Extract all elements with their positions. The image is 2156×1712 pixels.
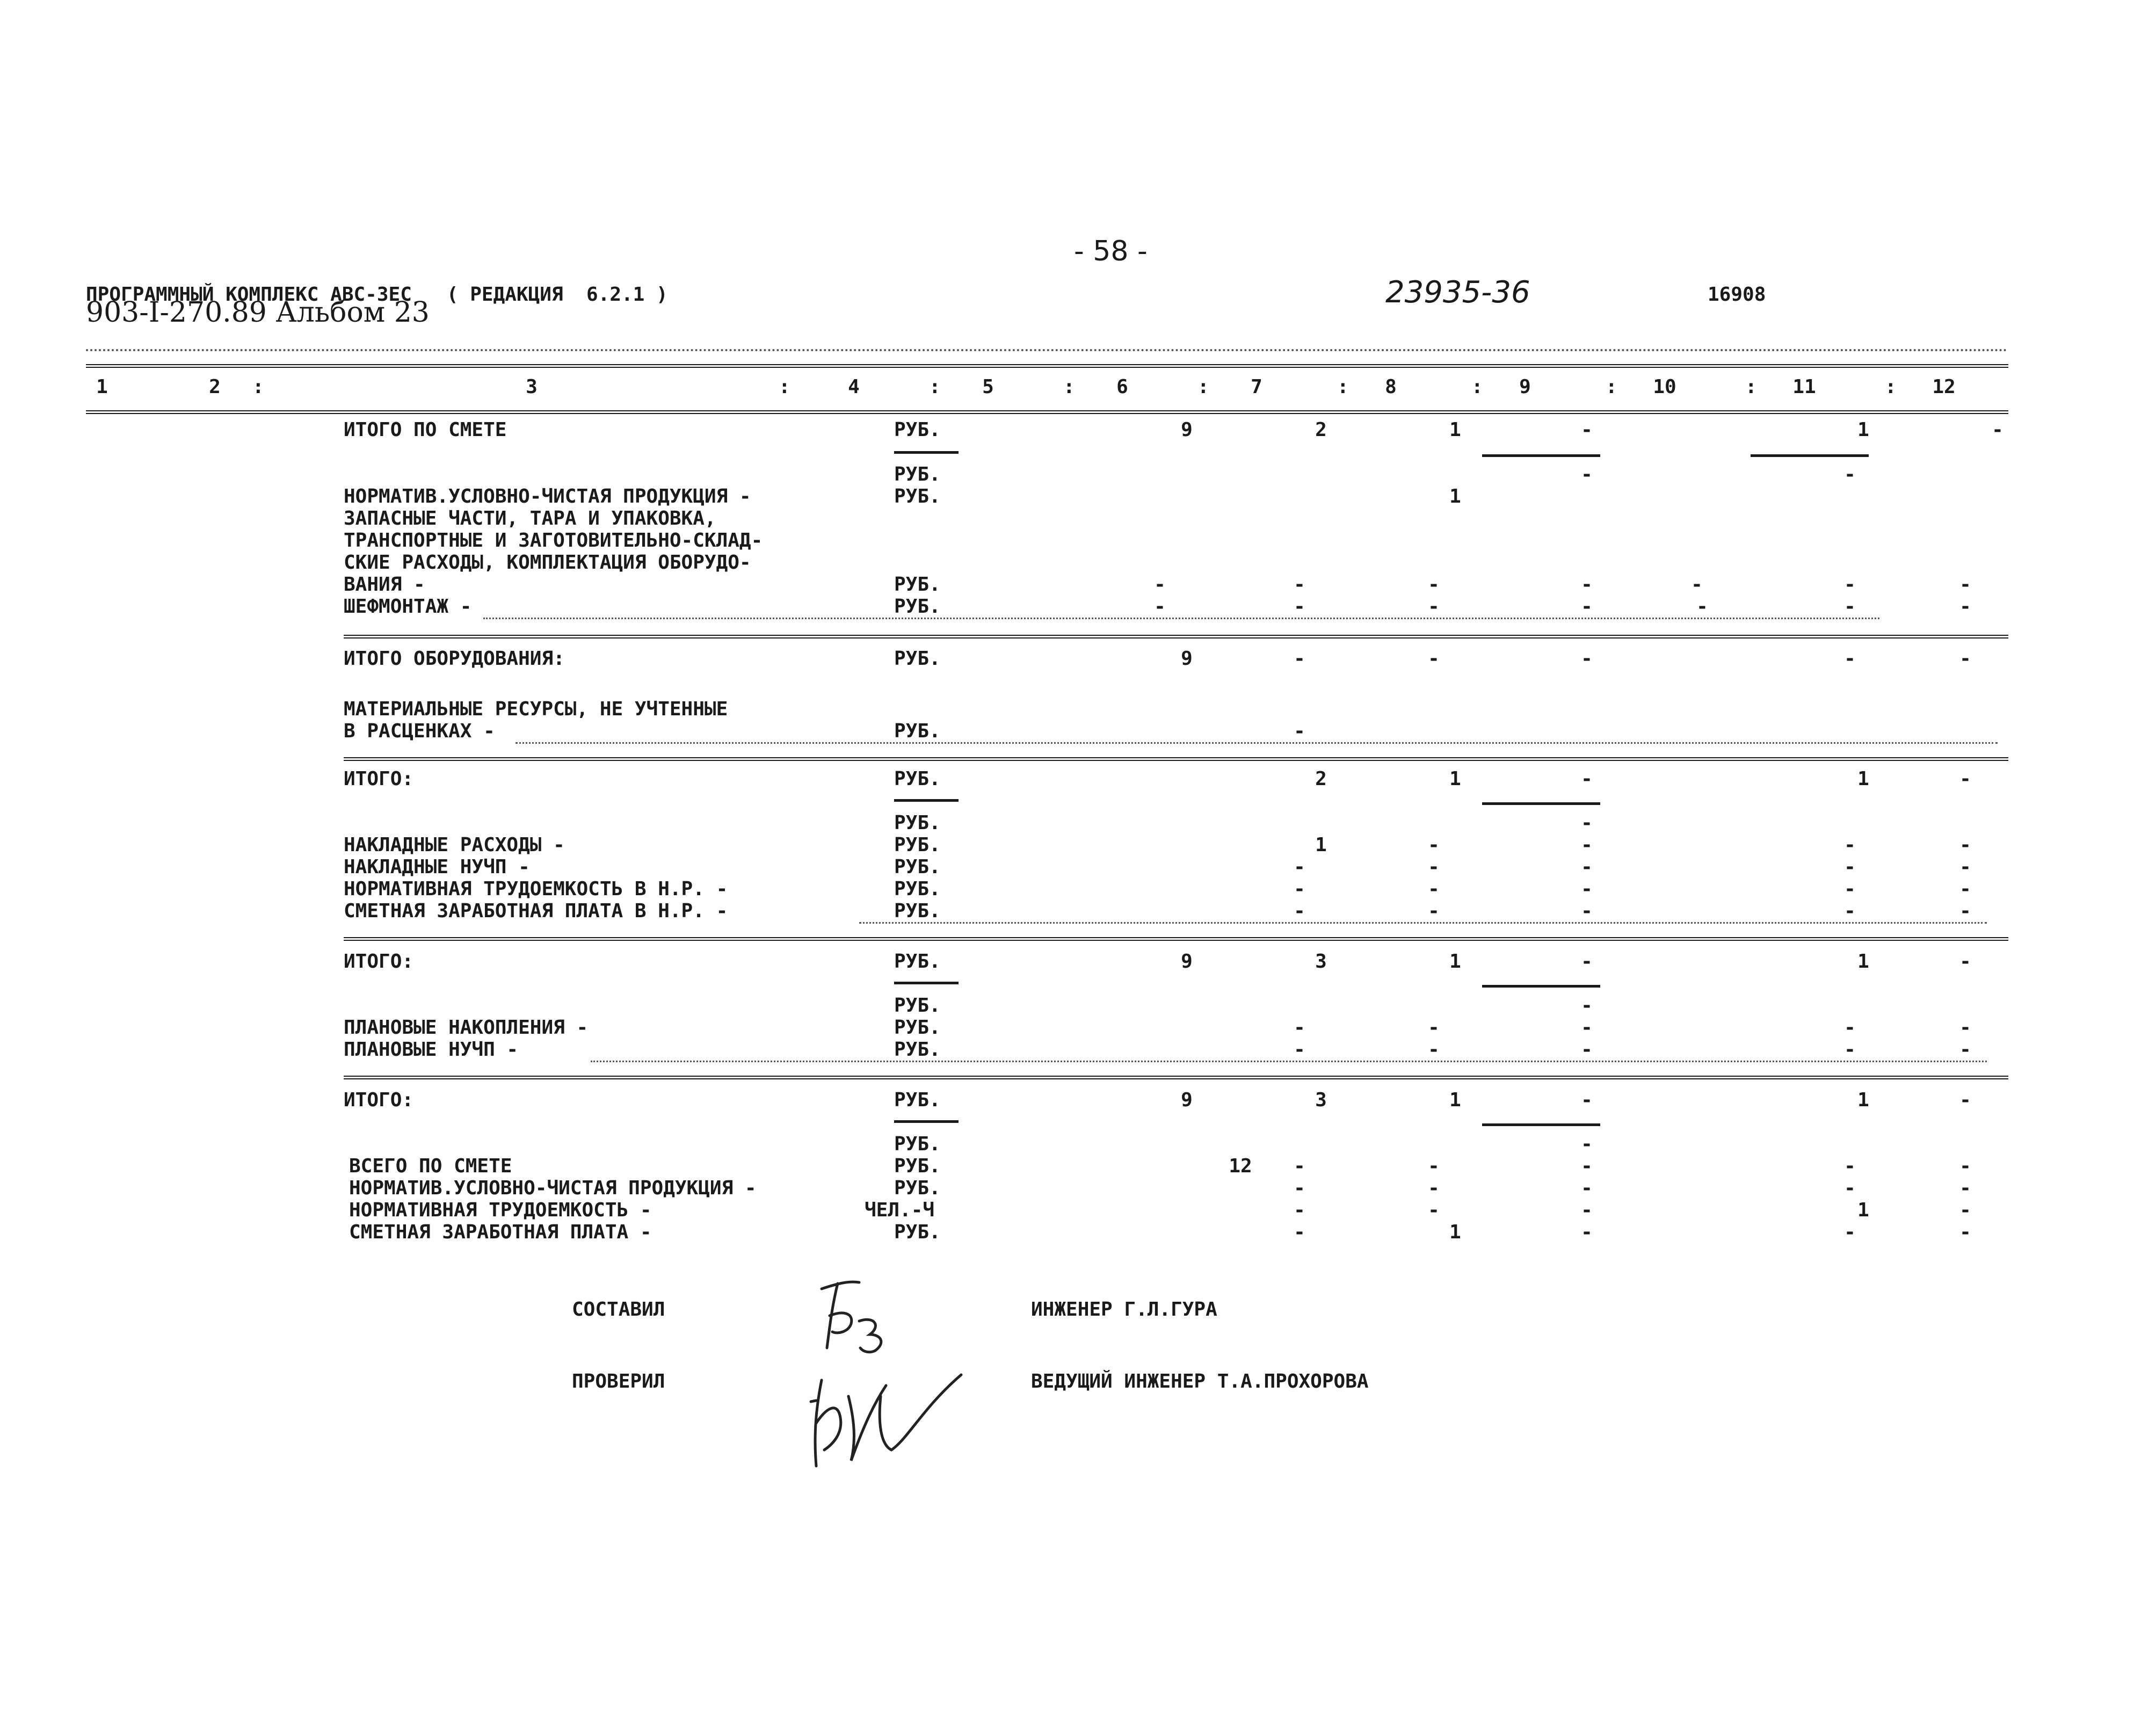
cell-col12: - (1959, 768, 1971, 790)
cell-col7: 1 (1315, 834, 1327, 856)
cell-col8: - (1428, 1039, 1440, 1061)
cell-col7: - (1294, 648, 1305, 670)
cell-col6: 9 (1181, 951, 1193, 973)
cell-col8: 1 (1449, 485, 1461, 507)
cell-col7: - (1294, 900, 1305, 922)
cell-col8: - (1428, 834, 1440, 856)
cell-col9: - (1581, 995, 1593, 1017)
cell-col9: - (1581, 1221, 1593, 1243)
cell-col11: 1 (1857, 1089, 1869, 1111)
cell-col12: - (1959, 648, 1971, 670)
cell-col7: - (1294, 574, 1305, 596)
cell-col10: - (1691, 574, 1703, 596)
unit-label: РУБ. (894, 1089, 941, 1111)
cell-col6: - (1154, 596, 1166, 618)
unit-label: РУБ. (894, 596, 941, 618)
unit-label: РУБ. (894, 951, 941, 973)
cell-col11: - (1844, 574, 1856, 596)
cell-col8: - (1428, 1017, 1440, 1039)
col-1: 1 (96, 376, 108, 398)
cell-col7: 3 (1315, 1089, 1327, 1111)
cell-col8: 1 (1449, 419, 1461, 441)
row-label: ВАНИЯ - (344, 574, 425, 596)
cell-col9: - (1581, 812, 1593, 834)
cell-col8: - (1428, 648, 1440, 670)
cell-col6: - (1154, 574, 1166, 596)
row-label: НОРМАТИВ.УСЛОВНО-ЧИСТАЯ ПРОДУКЦИЯ - (349, 1177, 757, 1199)
dotted-divider (86, 349, 2008, 351)
col-9: 9 (1519, 376, 1531, 398)
row-label: В РАСЦЕНКАХ - (344, 720, 495, 742)
cell-col9: - (1581, 1133, 1593, 1155)
cell-col11: 1 (1857, 951, 1869, 973)
cell-col11: - (1844, 596, 1856, 618)
unit-label: РУБ. (894, 463, 941, 485)
unit-label: РУБ. (894, 1133, 941, 1155)
cell-col9: - (1581, 596, 1593, 618)
cell-col11: - (1844, 648, 1856, 670)
cell-col11: 1 (1857, 1199, 1869, 1221)
cell-col12: - (1959, 1221, 1971, 1243)
section-rule (344, 1076, 2008, 1079)
cell-col12: - (1959, 878, 1971, 900)
cell-col11: - (1844, 878, 1856, 900)
cell-col8: - (1428, 900, 1440, 922)
col-7: 7 (1251, 376, 1262, 398)
cell-col11: - (1844, 856, 1856, 878)
cell-col12: - (1959, 1155, 1971, 1177)
cell-col9: - (1581, 1089, 1593, 1111)
cell-col7: - (1294, 856, 1305, 878)
cell-col9: - (1581, 1017, 1593, 1039)
cell-col6: 9 (1181, 1089, 1193, 1111)
unit-label: РУБ. (894, 1039, 941, 1061)
row-label: ПЛАНОВЫЕ НУЧП - (344, 1039, 519, 1061)
unit-label: РУБ. (894, 1017, 941, 1039)
cell-col7: - (1294, 1177, 1305, 1199)
cell-col11: - (1844, 1221, 1856, 1243)
cell-col8: 1 (1449, 951, 1461, 973)
col-11: 11 (1792, 376, 1816, 398)
col-12: 12 (1932, 376, 1956, 398)
cell-col12: - (1959, 1177, 1971, 1199)
row-label: ИТОГО ПО СМЕТЕ (344, 419, 507, 441)
cell-col12: - (1992, 419, 2003, 441)
row-label: НАКЛАДНЫЕ РАСХОДЫ - (344, 834, 565, 856)
row-label: ВСЕГО ПО СМЕТЕ (349, 1155, 512, 1177)
unit-label: РУБ. (894, 768, 941, 790)
program-line: ПРОГРАММНЫЙ КОМПЛЕКС АВС-ЗЕС ( РЕДАКЦИЯ 6.2.1 ) (86, 284, 668, 306)
cell-col11: 1 (1857, 419, 1869, 441)
section-rule (344, 635, 2008, 639)
document-code: 16908 (1708, 284, 1766, 306)
row-label: ИТОГО: (344, 768, 414, 790)
cell-col7: 2 (1315, 768, 1327, 790)
unit-label: РУБ. (894, 648, 941, 670)
cell-col9: - (1581, 951, 1593, 973)
cell-col12: - (1959, 900, 1971, 922)
col-6: 6 (1116, 376, 1128, 398)
row-label: НОРМАТИВНАЯ ТРУДОЕМКОСТЬ - (349, 1199, 652, 1221)
section-rule (344, 757, 2008, 761)
signature-prokhorova (800, 1343, 977, 1488)
cell-col6: 9 (1181, 419, 1193, 441)
row-label: ИТОГО: (344, 951, 414, 973)
cell-col12: - (1959, 596, 1971, 618)
cell-col7: - (1294, 1039, 1305, 1061)
cell-col7: 3 (1315, 951, 1327, 973)
sostavil-name: ИНЖЕНЕР Г.Л.ГУРА (1031, 1298, 1217, 1321)
cell-col8: - (1428, 1155, 1440, 1177)
cell-col12: - (1959, 1199, 1971, 1221)
cell-col9: - (1581, 574, 1593, 596)
cell-col11: - (1844, 1155, 1856, 1177)
row-label: СМЕТНАЯ ЗАРАБОТНАЯ ПЛАТА - (349, 1221, 652, 1243)
cell-col8: - (1428, 574, 1440, 596)
cell-col9: - (1581, 834, 1593, 856)
cell-col8: 1 (1449, 1221, 1461, 1243)
cell-col7: - (1294, 720, 1305, 742)
col-10: 10 (1653, 376, 1676, 398)
row-label: ЗАПАСНЫЕ ЧАСТИ, ТАРА И УПАКОВКА, (344, 507, 716, 529)
unit-label: РУБ. (894, 485, 941, 507)
section-rule (344, 937, 2008, 941)
unit-label: РУБ. (894, 856, 941, 878)
col-4: 4 (848, 376, 860, 398)
cell-col11: - (1844, 834, 1856, 856)
col-2: 2 (209, 376, 221, 398)
unit-label: РУБ. (894, 900, 941, 922)
row-label: СКИЕ РАСХОДЫ, КОМПЛЕКТАЦИЯ ОБОРУДО- (344, 552, 751, 574)
column-header-rule (86, 410, 2008, 414)
unit-label: РУБ. (894, 878, 941, 900)
cell-col11: - (1844, 1177, 1856, 1199)
cell-col7: - (1294, 596, 1305, 618)
row-label: НОРМАТИВ.УСЛОВНО-ЧИСТАЯ ПРОДУКЦИЯ - (344, 485, 751, 507)
unit-label: РУБ. (894, 812, 941, 834)
cell-col8: 1 (1449, 768, 1461, 790)
cell-col12: - (1959, 856, 1971, 878)
proveril-label: ПРОВЕРИЛ (572, 1370, 665, 1392)
unit-label: ЧЕЛ.-Ч (865, 1199, 935, 1221)
cell-col8: - (1428, 596, 1440, 618)
cell-col6: 12 (1229, 1155, 1252, 1177)
cell-col9: - (1581, 878, 1593, 900)
cell-col8: - (1428, 856, 1440, 878)
row-label: ТРАНСПОРТНЫЕ И ЗАГОТОВИТЕЛЬНО-СКЛАД- (344, 529, 763, 552)
cell-col9: - (1581, 648, 1593, 670)
row-label: ПЛАНОВЫЕ НАКОПЛЕНИЯ - (344, 1017, 589, 1039)
cell-col9: - (1581, 463, 1593, 485)
cell-col9: - (1581, 768, 1593, 790)
unit-label: РУБ. (894, 574, 941, 596)
cell-col9: - (1581, 419, 1593, 441)
cell-col8: 1 (1449, 1089, 1461, 1111)
row-label: МАТЕРИАЛЬНЫЕ РЕСУРСЫ, НЕ УЧТЕННЫЕ (344, 698, 728, 720)
cell-col11: - (1844, 900, 1856, 922)
cell-col7: 2 (1315, 419, 1327, 441)
cell-col7: - (1294, 1221, 1305, 1243)
cell-col11: - (1844, 1017, 1856, 1039)
cell-col10: - (1696, 596, 1708, 618)
col-3: 3 (526, 376, 538, 398)
cell-col6: 9 (1181, 648, 1193, 670)
unit-label: РУБ. (894, 1177, 941, 1199)
cell-col9: - (1581, 1177, 1593, 1199)
unit-label: РУБ. (894, 419, 941, 441)
cell-col7: - (1294, 1155, 1305, 1177)
cell-col12: - (1959, 951, 1971, 973)
cell-col12: - (1959, 1089, 1971, 1111)
cell-col12: - (1959, 574, 1971, 596)
col-5: 5 (982, 376, 994, 398)
row-label: ИТОГО ОБОРУДОВАНИЯ: (344, 648, 565, 670)
cell-col9: - (1581, 1199, 1593, 1221)
unit-label: РУБ. (894, 1155, 941, 1177)
cell-col8: - (1428, 1199, 1440, 1221)
document-number: 23935-36 (1385, 275, 1530, 310)
proveril-name: ВЕДУЩИЙ ИНЖЕНЕР Т.А.ПРОХОРОВА (1031, 1370, 1369, 1392)
cell-col9: - (1581, 900, 1593, 922)
cell-col7: - (1294, 1017, 1305, 1039)
cell-col7: - (1294, 878, 1305, 900)
sostavil-label: СОСТАВИЛ (572, 1298, 665, 1321)
cell-col8: - (1428, 1177, 1440, 1199)
cell-col9: - (1581, 1039, 1593, 1061)
cell-col12: - (1959, 1017, 1971, 1039)
unit-label: РУБ. (894, 720, 941, 742)
row-label: ИТОГО: (344, 1089, 414, 1111)
cell-col11: - (1844, 463, 1856, 485)
cell-col12: - (1959, 1039, 1971, 1061)
col-8: 8 (1385, 376, 1397, 398)
row-label: СМЕТНАЯ ЗАРАБОТНАЯ ПЛАТА В Н.Р. - (344, 900, 728, 922)
cell-col9: - (1581, 1155, 1593, 1177)
album-line: 903-I-270.89 Альбом 23 (86, 296, 430, 329)
row-label: НАКЛАДНЫЕ НУЧП - (344, 856, 530, 878)
cell-col7: - (1294, 1199, 1305, 1221)
unit-label: РУБ. (894, 1221, 941, 1243)
cell-col12: - (1959, 834, 1971, 856)
cell-col11: 1 (1857, 768, 1869, 790)
table-top-rule (86, 364, 2008, 368)
cell-col8: - (1428, 878, 1440, 900)
page-number: - 58 - (1074, 235, 1148, 267)
unit-label: РУБ. (894, 995, 941, 1017)
cell-col9: - (1581, 856, 1593, 878)
cell-col11: - (1844, 1039, 1856, 1061)
row-label: НОРМАТИВНАЯ ТРУДОЕМКОСТЬ В Н.Р. - (344, 878, 728, 900)
unit-label: РУБ. (894, 834, 941, 856)
row-label: ШЕФМОНТАЖ - (344, 596, 472, 618)
